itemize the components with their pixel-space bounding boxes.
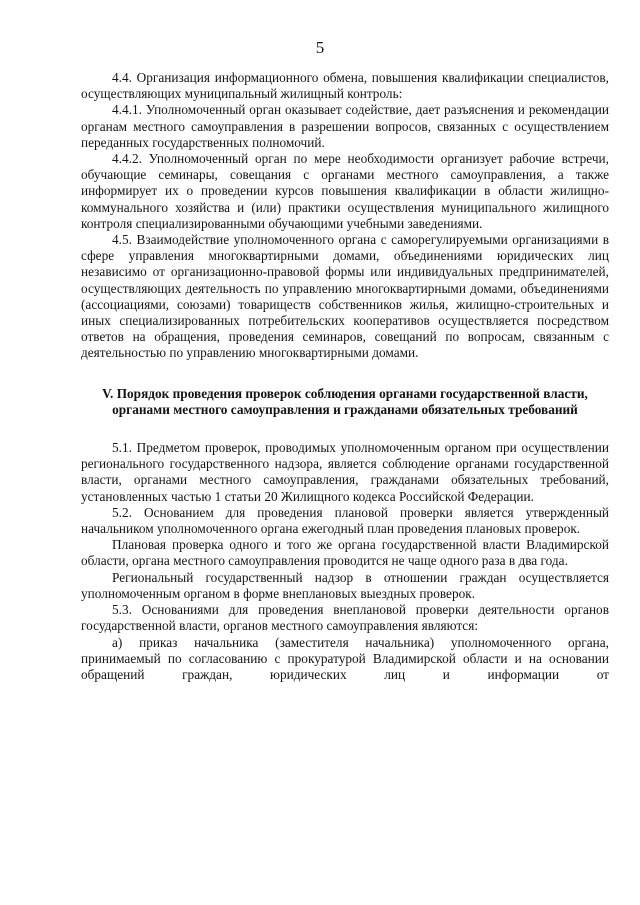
document-body	[81, 70, 609, 683]
paragraph-4-4-2: 4.4.2. Уполномоченный орган по мере необходимости организует рабочие встречи, обучающие семинары, совещания с органами местного самоуправления, а также информирует их о проведении курсов повышения квалификации в области жилищно-коммунального хозяйства и (или) практики осуществления муниципального жилищного контроля специализированными обучающими учебными заведениями.	[81, 151, 609, 231]
paragraph-5-2: 5.2. Основанием для проведения плановой проверки является утвержденный начальником уполномоченного органа ежегодный план проведения плановых проверок.	[81, 504, 609, 537]
paragraph-4-4: 4.4. Организация информационного обмена, повышения квалификации специалистов, осуществляющих муниципальный жилищный контроль:	[81, 70, 609, 102]
paragraph-4-4-1: 4.4.1. Уполномоченный орган оказывает содействие, дает разъяснения и рекомендации органам местного самоуправления в разрешении вопросов, связанных с осуществлением переданных государственных полномочий.	[81, 102, 609, 150]
paragraph-regional-supervision: Региональный государственный надзор в отношении граждан осуществляется уполномоченным органом в форме внеплановых выездных проверок.	[81, 569, 609, 601]
paragraph-5-3-a: а) приказ начальника (заместителя начальника) уполномоченного органа, принимаемый по согласованию с прокуратурой Владимирской области и на основании обращений граждан, юридических лиц и информации от	[81, 634, 609, 682]
section-heading-v: V. Порядок проведения проверок соблюдения органами государственной власти, органами местного самоуправления и гражданами обязательных требований	[102, 385, 588, 417]
paragraph-5-3: 5.3. Основаниями для проведения внеплановой проверки деятельности органов государственной власти, органов местного самоуправления являются:	[81, 602, 609, 634]
paragraph-4-5: 4.5. Взаимодействие уполномоченного органа с саморегулируемыми организациями в сфере управления многоквартирными домами, объединениями юридических лиц независимо от организационно-правовой формы или индивидуальных предпринимателей, осуществляющих деятельность по управлению многоквартирными домами, объединениями (ассоциациями, союзами) товариществ собственников жилья, жилищно-строительных и иных специализированных потребительских кооперативов осуществляется посредством ответов на обращения, проведения семинаров, совещаний по вопросам, связанным с деятельностью по управлению многоквартирными домами.	[81, 232, 609, 361]
paragraph-5-1: 5.1. Предметом проверок, проводимых уполномоченным органом при осуществлении регионального государственного надзора, является соблюдение органами государственной власти, органами местного самоуправления, гражданами обязательных требований, установленных частью 1 статьи 20 Жилищного кодекса Российской Федерации.	[81, 440, 609, 504]
page-number: 5	[315, 38, 325, 57]
paragraph-planned-inspection: Плановая проверка одного и того же органа государственной власти Владимирской области, органа местного самоуправления проводится не чаще одного раза в два года.	[81, 537, 609, 569]
